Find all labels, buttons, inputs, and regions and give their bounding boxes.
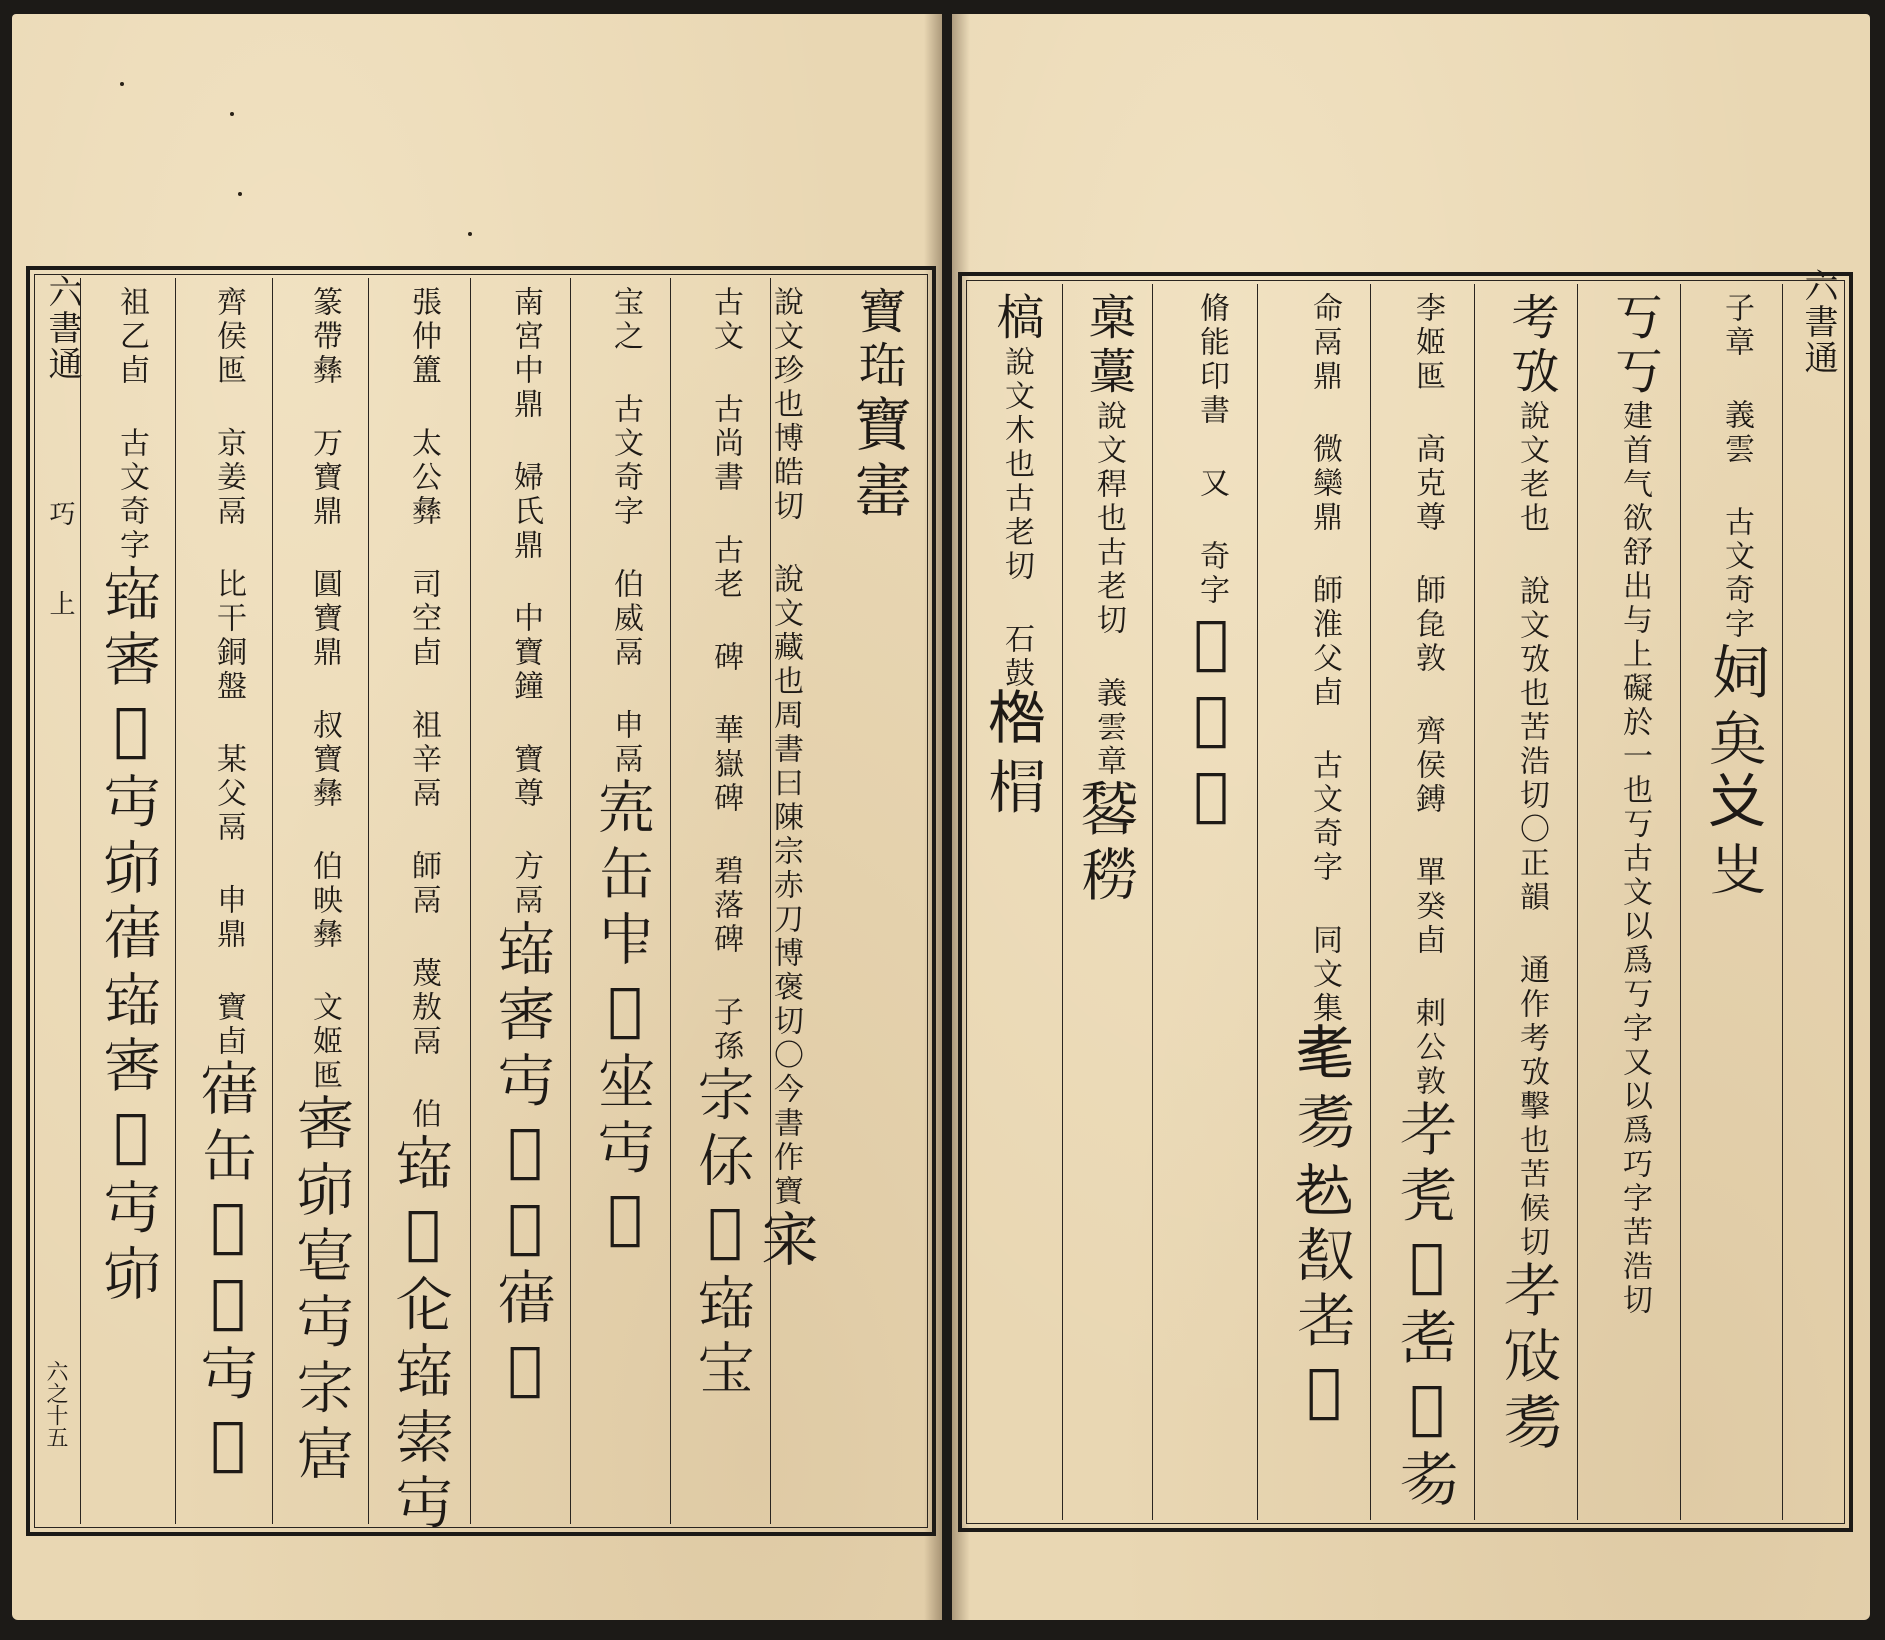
seal-glyphs: 𡩧𡨁𠆪𡩧𡩡𡧍 [389, 1132, 457, 1538]
column-rule [1782, 284, 1783, 1520]
left-page [12, 14, 942, 1620]
column-rule [175, 278, 176, 1524]
column-note: 說文木也古老切 石鼓 [999, 346, 1034, 691]
seal-glyphs: 𡨓缶𠁦𡦹𡨠𡧍𡨘 [591, 777, 659, 1259]
column-note: 建首气欲舒出与上礙於一也丂古文以爲丂字又以爲巧字苦浩切 [1617, 400, 1652, 1318]
column-rule [570, 278, 571, 1524]
right-print-frame [958, 268, 1853, 1532]
headword: 槀藳 [1080, 292, 1136, 400]
column-note: 李姬匜 高克尊 師㲋敦 齊侯鎛 單癸卣 剌公敦 [1410, 292, 1445, 1099]
seal-glyphs: 𣓌𣓍 [982, 691, 1050, 823]
margin-title: 六書通 [42, 274, 82, 382]
seal-glyphs: 𡩧𡩨𡩯𡧍𡧙𡩤𡩧𡩨𡩯𡧍𡧙 [97, 563, 165, 1309]
paper-speck [120, 82, 124, 86]
column-note: 古文 古尚書 古老 碑 華嶽碑 碧落碑 子孫 [708, 286, 743, 1064]
column-rule [1474, 284, 1475, 1520]
column-rule [1370, 284, 1371, 1520]
paper-speck [238, 192, 242, 196]
column-note: 說文老也 說文攷也苦浩切〇正韻 通作考攷擊也苦候切 [1514, 400, 1549, 1260]
column-note: 南宮中鼎 婦氏鼎 中寶鐘 寶尊 方鬲 [508, 286, 543, 918]
entry-column [180, 286, 270, 1511]
headword: 寶珤 [850, 286, 906, 394]
column-rule [368, 278, 369, 1524]
column-note: 篆帶彝 万寶鼎 圓寶鼎 叔寶彝 伯映彝 文姬匜 [307, 286, 342, 1093]
seal-glyphs: 𡩧𡩨𡧍𡪔𡩬𡩤𡩯 [491, 918, 559, 1410]
seal-glyphs: 𦒷𦒸𦒹𦒺𦒻𦒼 [1290, 1026, 1358, 1432]
entry-column [85, 286, 173, 1511]
column-note: 祖乙卣 古文奇字 [114, 286, 149, 563]
column-note: 子章 義雲 古文奇字 [1719, 292, 1754, 642]
entry-column [976, 292, 1058, 1517]
entry-column [475, 286, 567, 1511]
seal-glyphs: 寶寚 [844, 394, 912, 526]
seal-glyphs: 𡩨𡧙𡨗𡧍𡧖𡨢 [290, 1093, 358, 1489]
seal-glyphs: 𦒱𦒲𦒳𦒴𦒵𦒶 [1393, 1099, 1461, 1515]
folio-number: 六之十五 [43, 1360, 68, 1448]
column-rule [272, 278, 273, 1524]
seal-glyphs: 宷 [751, 1209, 819, 1275]
headword: 丂丂 [1606, 292, 1662, 400]
margin-title: 六書通 [1798, 268, 1838, 376]
entry-column [373, 286, 465, 1538]
entry-column [276, 286, 366, 1511]
column-note: 說文珍也博皓切 說文藏也周書曰陳宗赤刀博褒切〇今書作寶 [768, 286, 803, 1209]
seal-glyphs: 𡧖𠈃𠊓𡩧宝 [691, 1064, 759, 1404]
entry-column [830, 286, 920, 1511]
column-note: 脩能印書 又 奇字 [1194, 292, 1229, 608]
column-note: 宝之 古文奇字 伯威鬲 申鬲 [608, 286, 643, 777]
column-note: 張仲簠 太公彝 司空卣 祖辛鬲 師鬲 蔑敖鬲 伯 [406, 286, 441, 1132]
column-rule [1062, 284, 1063, 1520]
headword: 槁 [988, 292, 1044, 346]
column-rule [670, 278, 671, 1524]
entry-column [1157, 292, 1253, 1517]
entry-column [1684, 292, 1778, 1517]
entry-column [675, 286, 767, 1511]
section-char: 巧 [45, 500, 75, 528]
column-rule [1680, 284, 1681, 1520]
column-rule [80, 278, 81, 1524]
column-rule [470, 278, 471, 1524]
column-rule [1577, 284, 1578, 1520]
entry-column [1479, 292, 1573, 1517]
entry-column [1066, 292, 1150, 1517]
entry-column [575, 286, 667, 1511]
entry-column [1262, 292, 1366, 1517]
seal-glyphs: 𥢑𥢒 [1074, 779, 1142, 911]
entry-column [1375, 292, 1469, 1517]
paper-speck [230, 112, 234, 116]
paper-speck [468, 232, 472, 236]
column-note: 說文稈也古老切 義雲章 [1091, 400, 1126, 779]
left-print-frame [26, 266, 936, 1536]
column-note: 命鬲鼎 微欒鼎 師淮父卣 古文奇字 同文集 [1307, 292, 1342, 1026]
right-page [952, 14, 1870, 1620]
entry-column [1582, 292, 1676, 1517]
column-rule [1152, 284, 1153, 1520]
seal-glyphs: 𦒽𦒾𦒿 [1177, 608, 1245, 836]
entry-column [751, 286, 827, 1511]
seal-glyphs: 𦒱𢼀𦒸 [1497, 1260, 1565, 1458]
headword: 考攷 [1503, 292, 1559, 400]
column-rule [1257, 284, 1258, 1520]
section-sub: 上 [45, 590, 75, 618]
seal-glyphs: 𡩤缶𡦹𡨘𡧍𡩯 [194, 1059, 262, 1485]
seal-glyphs: 㚸𠫪𠬠𠬢 [1702, 642, 1770, 906]
column-note: 齊侯匜 京姜鬲 比干銅盤 某父鬲 申鼎 寶卣 [211, 286, 246, 1059]
